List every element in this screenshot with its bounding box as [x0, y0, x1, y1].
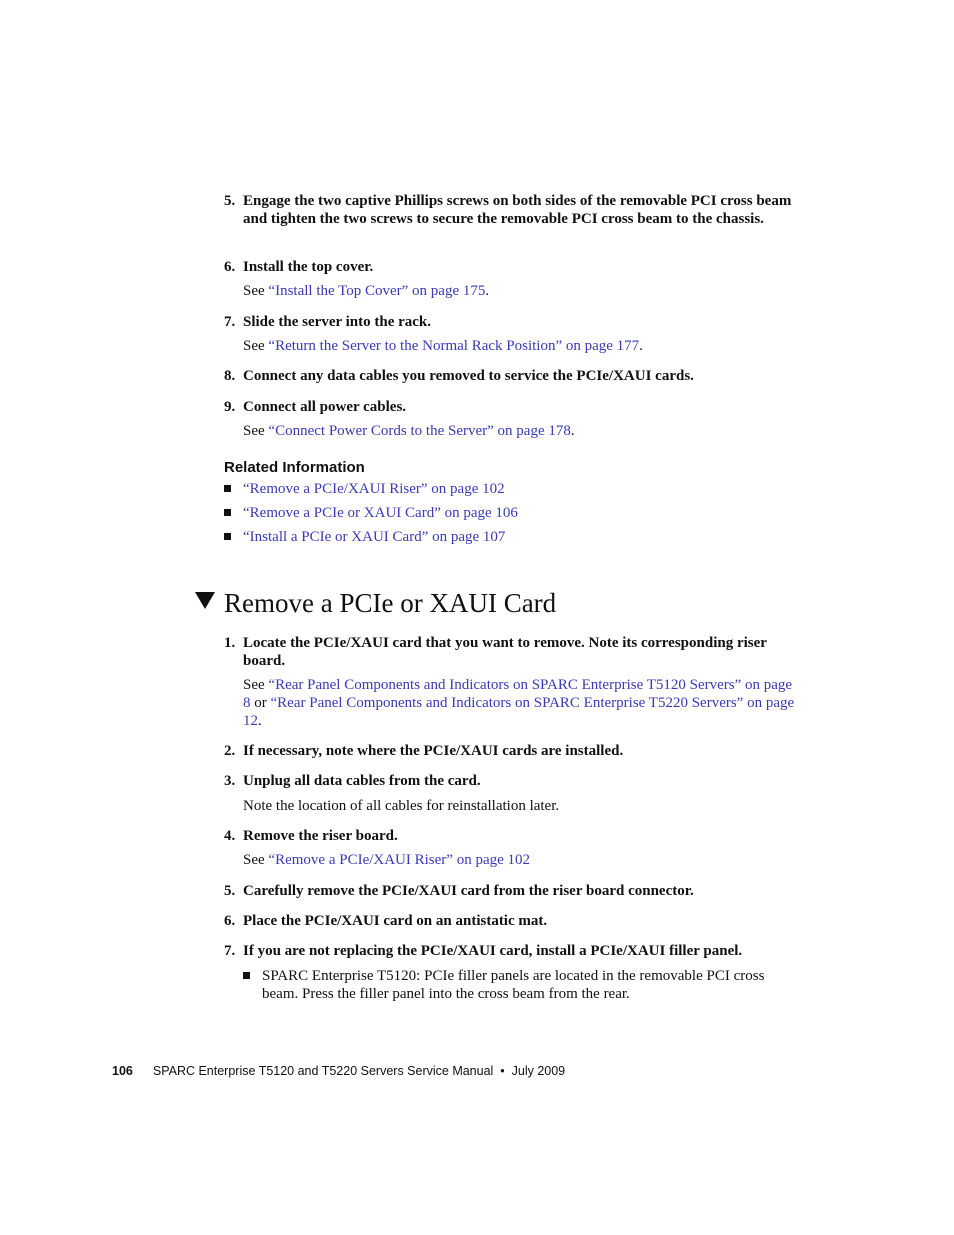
related-item	[224, 528, 505, 546]
see-suffix: .	[639, 338, 643, 354]
link-connect-power[interactable]: “Connect Power Cords to the Server” on page 178	[268, 423, 571, 439]
step-6-upper	[224, 258, 798, 276]
step-6	[224, 912, 798, 930]
triangle-down-icon	[195, 592, 215, 609]
see-suffix: .	[570, 423, 575, 439]
page-number: 106	[112, 1064, 133, 1078]
link-rear-panel-t5220[interactable]: “Rear Panel Components and Indicators on SPARC Enterprise T5220 Servers” on page 12	[243, 695, 795, 729]
step-7-upper	[224, 313, 798, 331]
bullet-square	[224, 533, 231, 540]
step-number: 6.	[224, 259, 236, 275]
step-4	[224, 827, 798, 845]
step-1	[224, 634, 798, 670]
link-install-top-cover[interactable]: “Install the Top Cover” on page 175	[268, 283, 486, 299]
step-text: Place the PCIe/XAUI card on an antistatic mat.	[243, 913, 548, 929]
bullet-text: SPARC Enterprise T5120: PCIe filler panels are located in the removable PCI cross beam. Press the filler panel into the cross beam from the rear.	[262, 968, 765, 1002]
see-suffix: .	[258, 713, 262, 729]
bullet-square	[243, 972, 250, 979]
step-number: 7.	[224, 943, 236, 959]
step-number: 5.	[224, 883, 236, 899]
see-prefix: See	[243, 423, 269, 439]
link-rear-panel-t5120[interactable]: “Rear Panel Components and Indicators on SPARC Enterprise T5120 Servers” on page 8	[243, 677, 793, 711]
step-text: Slide the server into the rack.	[243, 314, 432, 330]
step-number: 8.	[224, 368, 236, 384]
step-text: If necessary, note where the PCIe/XAUI cards are installed.	[243, 743, 624, 759]
step-7-bullet	[243, 967, 799, 1003]
related-item	[224, 480, 505, 498]
see-prefix: See	[243, 852, 269, 868]
related-information-heading: Related Information	[224, 459, 365, 476]
step-9-upper	[224, 398, 798, 416]
step-text: Unplug all data cables from the card.	[243, 773, 481, 789]
step-5-upper	[224, 192, 798, 228]
link-install-card[interactable]: “Install a PCIe or XAUI Card” on page 107	[243, 529, 506, 545]
see-remove-riser	[243, 851, 799, 869]
link-remove-card[interactable]: “Remove a PCIe or XAUI Card” on page 106	[243, 505, 518, 521]
page-footer	[112, 1064, 565, 1078]
step-text: Engage the two captive Phillips screws on both sides of the removable PCI cross beam and tighten the two screws to secure the removable PCI cross beam to the chassis.	[243, 193, 792, 227]
see-suffix: .	[485, 283, 490, 299]
step-3-note: Note the location of all cables for reinstallation later.	[243, 798, 560, 814]
section-title: Remove a PCIe or XAUI Card	[224, 588, 557, 618]
step-text: If you are not replacing the PCIe/XAUI card, install a PCIe/XAUI filler panel.	[243, 943, 743, 959]
step-text: Connect all power cables.	[243, 399, 407, 415]
step-number: 1.	[224, 635, 236, 651]
see-connect-power	[243, 422, 799, 440]
step-7	[224, 942, 798, 960]
see-middle: or	[250, 695, 271, 711]
step-text: Locate the PCIe/XAUI card that you want to remove. Note its corresponding riser board.	[243, 635, 767, 669]
step-3	[224, 772, 798, 790]
bullet-square	[224, 509, 231, 516]
link-return-server[interactable]: “Return the Server to the Normal Rack Position” on page 177	[268, 338, 640, 354]
see-prefix: See	[243, 677, 269, 693]
see-prefix: See	[243, 283, 269, 299]
step-number: 6.	[224, 913, 236, 929]
step-text: Remove the riser board.	[243, 828, 398, 844]
see-rear-panel	[243, 676, 799, 730]
step-text: Carefully remove the PCIe/XAUI card from the riser board connector.	[243, 883, 694, 899]
step-number: 5.	[224, 193, 236, 209]
step-number: 7.	[224, 314, 236, 330]
see-return-server	[243, 337, 799, 355]
footer-separator: •	[500, 1064, 505, 1078]
step-number: 9.	[224, 399, 236, 415]
step-8-upper	[224, 367, 798, 385]
step-2	[224, 742, 798, 760]
step-text: Connect any data cables you removed to service the PCIe/XAUI cards.	[243, 368, 694, 384]
step-number: 4.	[224, 828, 236, 844]
step-text: Install the top cover.	[243, 259, 374, 275]
step-number: 3.	[224, 773, 236, 789]
section-heading	[195, 587, 556, 619]
footer-date: July 2009	[511, 1064, 566, 1078]
related-item	[224, 504, 518, 522]
see-install-top-cover	[243, 282, 799, 300]
see-prefix: See	[243, 338, 269, 354]
step-number: 2.	[224, 743, 236, 759]
footer-title: SPARC Enterprise T5120 and T5220 Servers Service Manual	[152, 1064, 494, 1078]
step-5	[224, 882, 798, 900]
link-remove-riser-step4[interactable]: “Remove a PCIe/XAUI Riser” on page 102	[268, 852, 531, 868]
bullet-square	[224, 485, 231, 492]
link-remove-riser[interactable]: “Remove a PCIe/XAUI Riser” on page 102	[243, 481, 505, 497]
